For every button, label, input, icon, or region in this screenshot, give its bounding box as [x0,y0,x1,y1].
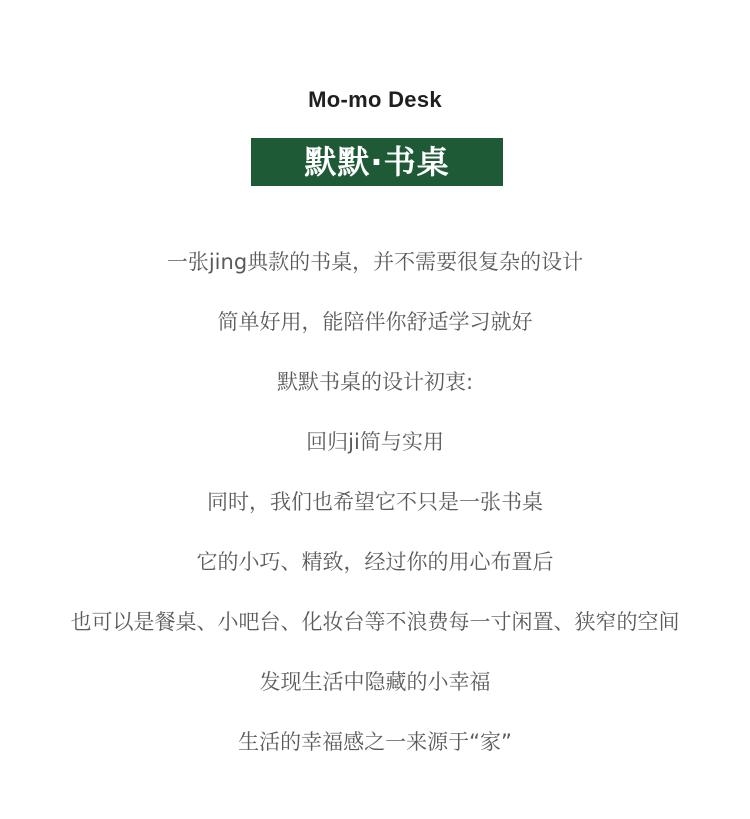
brand-english-title: Mo-mo Desk [308,87,442,112]
description-line: 发现生活中隐藏的小幸福 [259,670,491,694]
description-line: 一张jing典款的书桌，并不需要很复杂的设计 [166,250,584,274]
description-line: 生活的幸福感之一来源于“家” [238,730,512,754]
description-line: 同时，我们也希望它不只是一张书桌 [207,490,543,514]
brand-chinese-title: 默默·书桌 [304,143,450,181]
description-line: 默默书桌的设计初衷: [276,370,474,394]
description-line: 它的小巧、精致，经过你的用心布置后 [196,550,554,574]
description-line: 回归ji简与实用 [306,430,444,454]
description-text-block [0,244,750,784]
brand-banner [251,138,503,186]
description-line: 也可以是餐桌、小吧台、化妆台等不浪费每一寸闲置、狭窄的空间 [70,610,680,634]
description-line: 简单好用，能陪伴你舒适学习就好 [217,310,533,334]
